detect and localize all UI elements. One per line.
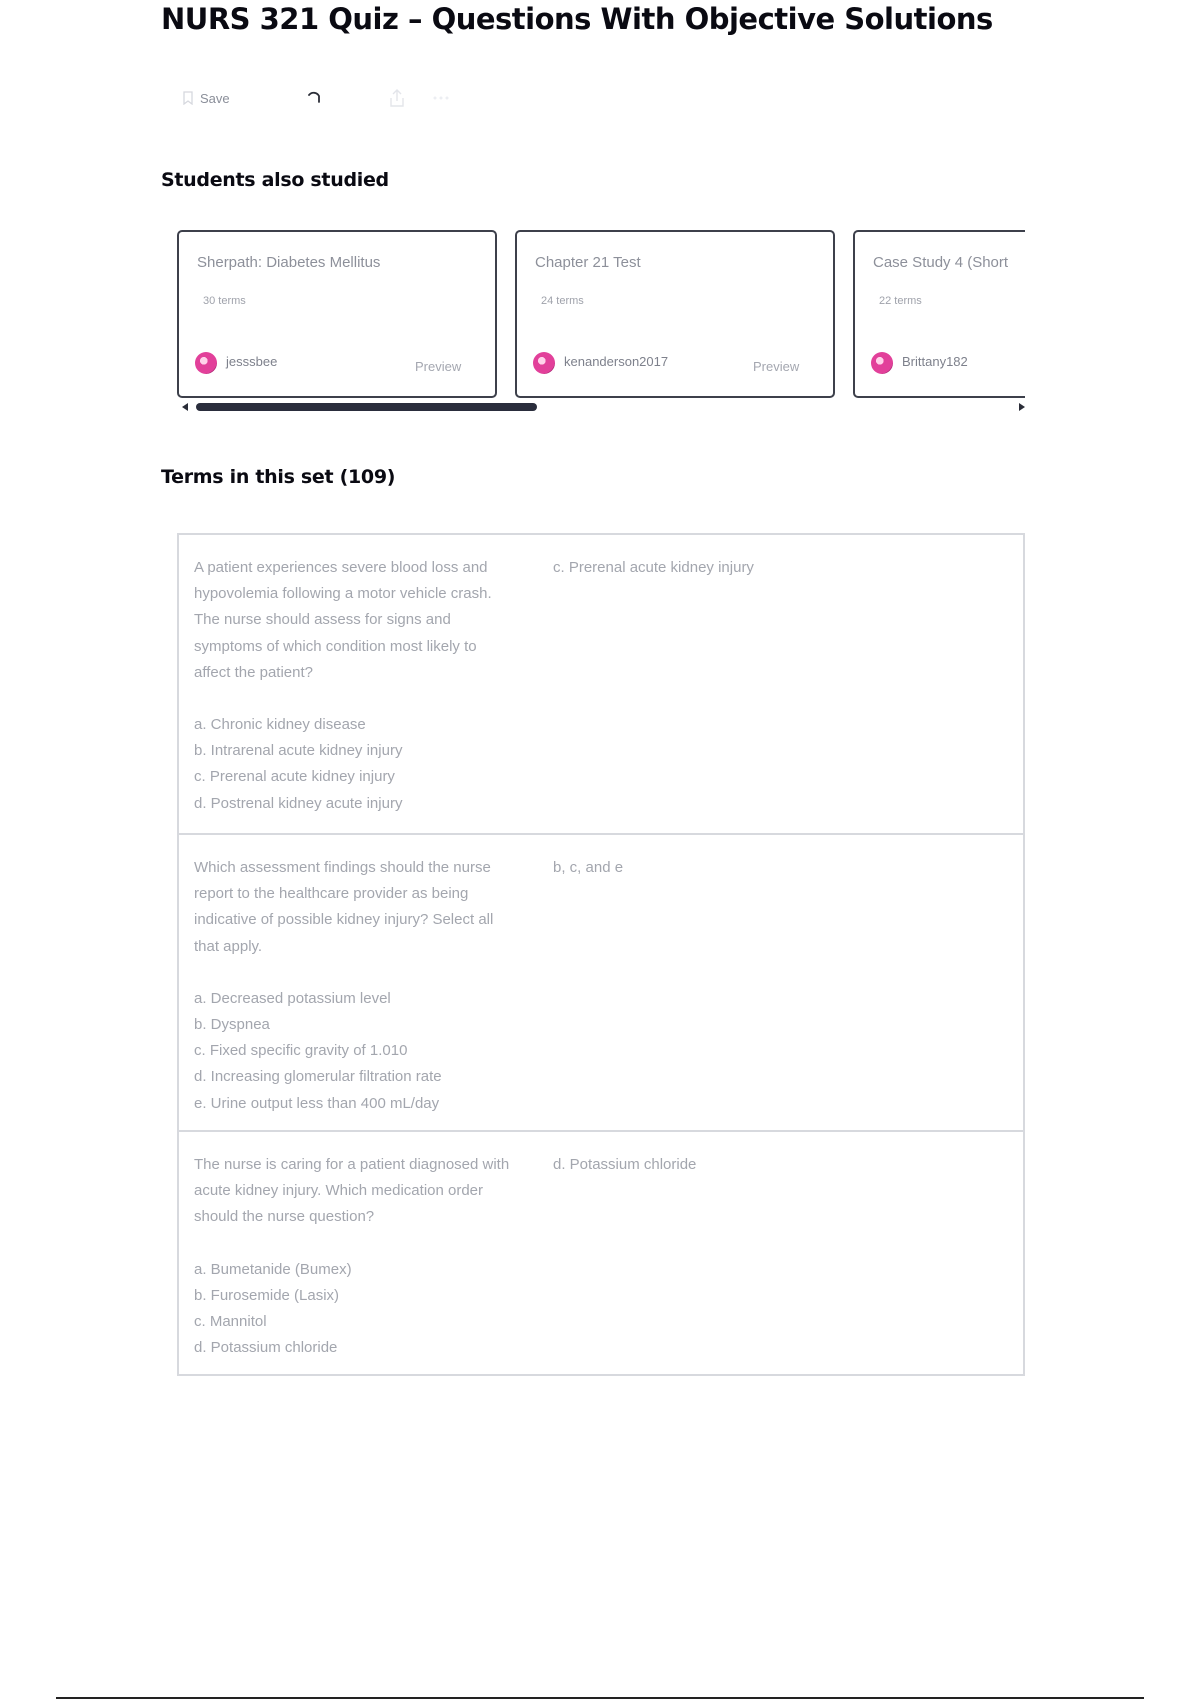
terms-heading: Terms in this set (109) <box>161 466 396 488</box>
loading-button[interactable] <box>306 86 322 110</box>
option-item: c. Fixed specific gravity of 1.010 <box>194 1042 408 1060</box>
study-set-card[interactable] <box>515 230 835 398</box>
term-question <box>194 555 514 817</box>
more-icon <box>432 95 450 101</box>
card-term-count: 22 terms <box>879 295 922 307</box>
share-icon <box>388 88 406 108</box>
option-item: e. Urine output less than 400 mL/day <box>194 1094 440 1112</box>
save-label: Save <box>200 90 230 106</box>
share-button[interactable] <box>388 86 406 110</box>
preview-button[interactable]: Preview <box>415 359 462 374</box>
card-term-count: 30 terms <box>203 295 246 307</box>
study-set-card[interactable] <box>177 230 497 398</box>
card-username[interactable]: Brittany182 <box>902 354 968 369</box>
term-question <box>194 855 514 1117</box>
scroll-left-arrow-icon[interactable] <box>182 403 188 411</box>
avatar <box>533 352 555 374</box>
answer-options <box>194 1257 514 1362</box>
term-row <box>179 535 1023 833</box>
save-button[interactable] <box>182 86 230 110</box>
more-button[interactable] <box>432 86 450 110</box>
page-title: NURS 321 Quiz – Questions With Objective Solutions <box>161 2 993 36</box>
answer-options <box>194 986 514 1117</box>
term-row <box>179 1130 1023 1374</box>
term-question <box>194 1152 514 1361</box>
option-item: a. Chronic kidney disease <box>194 716 366 734</box>
option-item: b. Dyspnea <box>194 1016 270 1034</box>
card-username[interactable]: jesssbee <box>226 354 278 369</box>
option-item: c. Prerenal acute kidney injury <box>194 768 395 786</box>
avatar <box>871 352 893 374</box>
study-set-carousel <box>177 230 1025 415</box>
option-item: c. Mannitol <box>194 1313 267 1331</box>
option-item: b. Intrarenal acute kidney injury <box>194 742 403 760</box>
term-row <box>179 833 1023 1130</box>
bottom-divider <box>56 1697 1144 1699</box>
loading-spinner-icon <box>306 90 322 106</box>
question-text: Which assessment findings should the nurse report to the healthcare provider as being indicative of possible kidney injury? Select all that apply. <box>194 859 494 955</box>
bookmark-icon <box>182 91 194 105</box>
answer-options <box>194 712 514 817</box>
preview-button[interactable]: Preview <box>753 359 800 374</box>
question-text: A patient experiences severe blood loss and hypovolemia following a motor vehicle crash. The nurse should assess for signs and symptoms of which condition most likely to affect the patient? <box>194 559 492 681</box>
question-text: The nurse is caring for a patient diagnosed with acute kidney injury. Which medication order should the nurse question? <box>194 1156 510 1226</box>
option-item: b. Furosemide (Lasix) <box>194 1286 340 1304</box>
option-item: d. Postrenal kidney acute injury <box>194 794 403 812</box>
term-answer: c. Prerenal acute kidney injury <box>553 559 754 576</box>
option-item: a. Bumetanide (Bumex) <box>194 1260 352 1278</box>
term-answer: d. Potassium chloride <box>553 1156 697 1173</box>
card-title: Sherpath: Diabetes Mellitus <box>197 254 381 271</box>
card-term-count: 24 terms <box>541 295 584 307</box>
option-item: d. Increasing glomerular filtration rate <box>194 1068 442 1086</box>
option-item: d. Potassium chloride <box>194 1339 338 1357</box>
scrollbar-thumb[interactable] <box>196 403 537 411</box>
scroll-right-arrow-icon[interactable] <box>1019 403 1025 411</box>
term-answer: b, c, and e <box>553 859 624 876</box>
card-title: Case Study 4 (Short <box>873 254 1009 271</box>
carousel-scrollbar[interactable] <box>177 401 1025 413</box>
toolbar <box>182 86 482 110</box>
avatar <box>195 352 217 374</box>
card-title: Chapter 21 Test <box>535 254 641 271</box>
card-username[interactable]: kenanderson2017 <box>564 354 669 369</box>
students-also-studied-heading: Students also studied <box>161 169 389 191</box>
option-item: a. Decreased potassium level <box>194 989 391 1007</box>
study-set-card[interactable] <box>853 230 1025 398</box>
terms-table <box>177 533 1025 1376</box>
